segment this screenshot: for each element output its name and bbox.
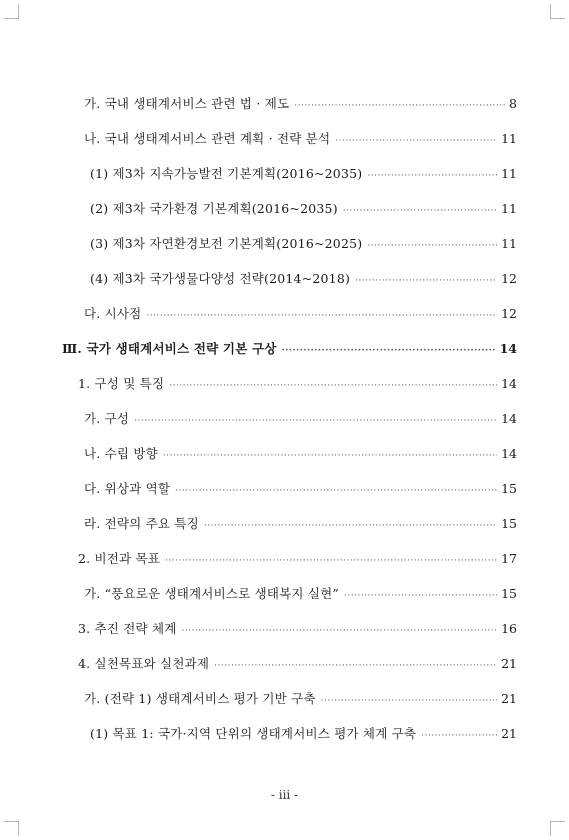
leader-dots bbox=[321, 696, 497, 706]
leader-dots bbox=[146, 311, 497, 321]
toc-entry[interactable] bbox=[84, 444, 517, 464]
toc-entry-page: 8 bbox=[509, 96, 517, 111]
toc-entry[interactable] bbox=[78, 619, 517, 639]
toc-entry[interactable] bbox=[90, 269, 517, 289]
toc-entry[interactable] bbox=[84, 514, 517, 534]
toc-entry[interactable] bbox=[84, 94, 517, 114]
toc-entry-page: 14 bbox=[501, 411, 517, 426]
toc-entry-label: 1. 구성 및 특징 bbox=[78, 376, 165, 391]
crop-mark-bottom-left bbox=[4, 821, 19, 836]
toc-entry-label: 나. 국내 생태계서비스 관련 계획 · 전략 분석 bbox=[84, 131, 331, 146]
toc-entry[interactable] bbox=[90, 164, 517, 184]
crop-mark-top-left bbox=[4, 4, 19, 19]
leader-dots bbox=[165, 556, 497, 566]
toc-entry-label: (1) 목표 1: 국가·지역 단위의 생태계서비스 평가 체계 구축 bbox=[90, 726, 417, 741]
toc-entry-label: 라. 전략의 주요 특징 bbox=[84, 516, 199, 531]
leader-dots bbox=[204, 521, 497, 531]
toc-entry[interactable] bbox=[84, 689, 517, 709]
toc-entry-label: 나. 수립 방향 bbox=[84, 446, 158, 461]
leader-dots bbox=[182, 626, 498, 636]
toc-entry-page: 12 bbox=[501, 306, 517, 321]
toc-entry-label: Ⅲ. 국가 생태계서비스 전략 기본 구상 bbox=[62, 341, 277, 356]
crop-mark-top-right bbox=[550, 4, 565, 19]
toc-entry-label: (2) 제3차 국가환경 기본계획(2016~2035) bbox=[90, 201, 338, 216]
leader-dots bbox=[294, 101, 505, 111]
toc-entry[interactable] bbox=[78, 374, 517, 394]
toc-entry-label: (4) 제3차 국가생물다양성 전략(2014~2018) bbox=[90, 271, 351, 286]
toc-entry-label: (3) 제3차 자연환경보전 기본계획(2016~2025) bbox=[90, 236, 363, 251]
toc-entry-label: 다. 위상과 역할 bbox=[84, 481, 171, 496]
leader-dots bbox=[335, 136, 497, 146]
leader-dots bbox=[367, 241, 497, 251]
leader-dots bbox=[343, 206, 497, 216]
toc-entry-label: 4. 실천목표와 실천과제 bbox=[78, 656, 210, 671]
page-number: - iii - bbox=[270, 788, 299, 802]
toc-entry[interactable] bbox=[84, 479, 517, 499]
toc-entry[interactable] bbox=[90, 724, 517, 744]
toc-entry-label: 3. 추진 전략 체계 bbox=[78, 621, 177, 636]
leader-dots bbox=[134, 416, 497, 426]
leader-dots bbox=[421, 731, 497, 741]
leader-dots bbox=[214, 661, 497, 671]
toc-entry[interactable] bbox=[84, 129, 517, 149]
toc-entry-label: (1) 제3차 지속가능발전 기본계획(2016~2035) bbox=[90, 166, 363, 181]
leader-dots bbox=[163, 451, 497, 461]
leader-dots bbox=[282, 346, 496, 356]
toc-entry[interactable] bbox=[84, 409, 517, 429]
toc-chapter-entry[interactable] bbox=[62, 339, 517, 359]
leader-dots bbox=[175, 486, 497, 496]
toc-entry-page: 14 bbox=[501, 376, 517, 391]
toc-entry-page: 14 bbox=[499, 341, 517, 356]
toc-entry-page: 11 bbox=[501, 131, 517, 146]
toc-entry-page: 21 bbox=[501, 691, 517, 706]
toc-entry[interactable] bbox=[78, 549, 517, 569]
toc-entry-label: 가. “풍요로운 생태계서비스로 생태복지 실현” bbox=[84, 586, 339, 601]
toc-entry[interactable] bbox=[84, 584, 517, 604]
leader-dots bbox=[355, 276, 497, 286]
toc-entry-page: 21 bbox=[501, 726, 517, 741]
toc-entry-label: 다. 시사점 bbox=[84, 306, 142, 321]
toc-entry-label: 2. 비전과 목표 bbox=[78, 551, 161, 566]
toc-entry-page: 11 bbox=[501, 236, 517, 251]
leader-dots bbox=[367, 171, 497, 181]
toc-entry[interactable] bbox=[90, 199, 517, 219]
leader-dots bbox=[169, 381, 497, 391]
leader-dots bbox=[344, 591, 497, 601]
toc-entry-page: 21 bbox=[501, 656, 517, 671]
toc-entry-label: 가. 국내 생태계서비스 관련 법 · 제도 bbox=[84, 96, 290, 111]
toc-entry[interactable] bbox=[84, 304, 517, 324]
toc-entry-label: 가. 구성 bbox=[84, 411, 130, 426]
toc-entry-page: 11 bbox=[501, 166, 517, 181]
toc-entry-page: 16 bbox=[501, 621, 517, 636]
toc-entry[interactable] bbox=[78, 654, 517, 674]
toc-entry-page: 15 bbox=[501, 516, 517, 531]
toc-entry-page: 15 bbox=[501, 586, 517, 601]
toc-entry[interactable] bbox=[90, 234, 517, 254]
crop-mark-bottom-right bbox=[550, 821, 565, 836]
toc-entry-page: 12 bbox=[501, 271, 517, 286]
toc-entry-page: 15 bbox=[501, 481, 517, 496]
toc-entry-page: 11 bbox=[501, 201, 517, 216]
toc-entry-page: 17 bbox=[501, 551, 517, 566]
toc-entry-page: 14 bbox=[501, 446, 517, 461]
toc-entry-label: 가. (전략 1) 생태계서비스 평가 기반 구축 bbox=[84, 691, 316, 706]
